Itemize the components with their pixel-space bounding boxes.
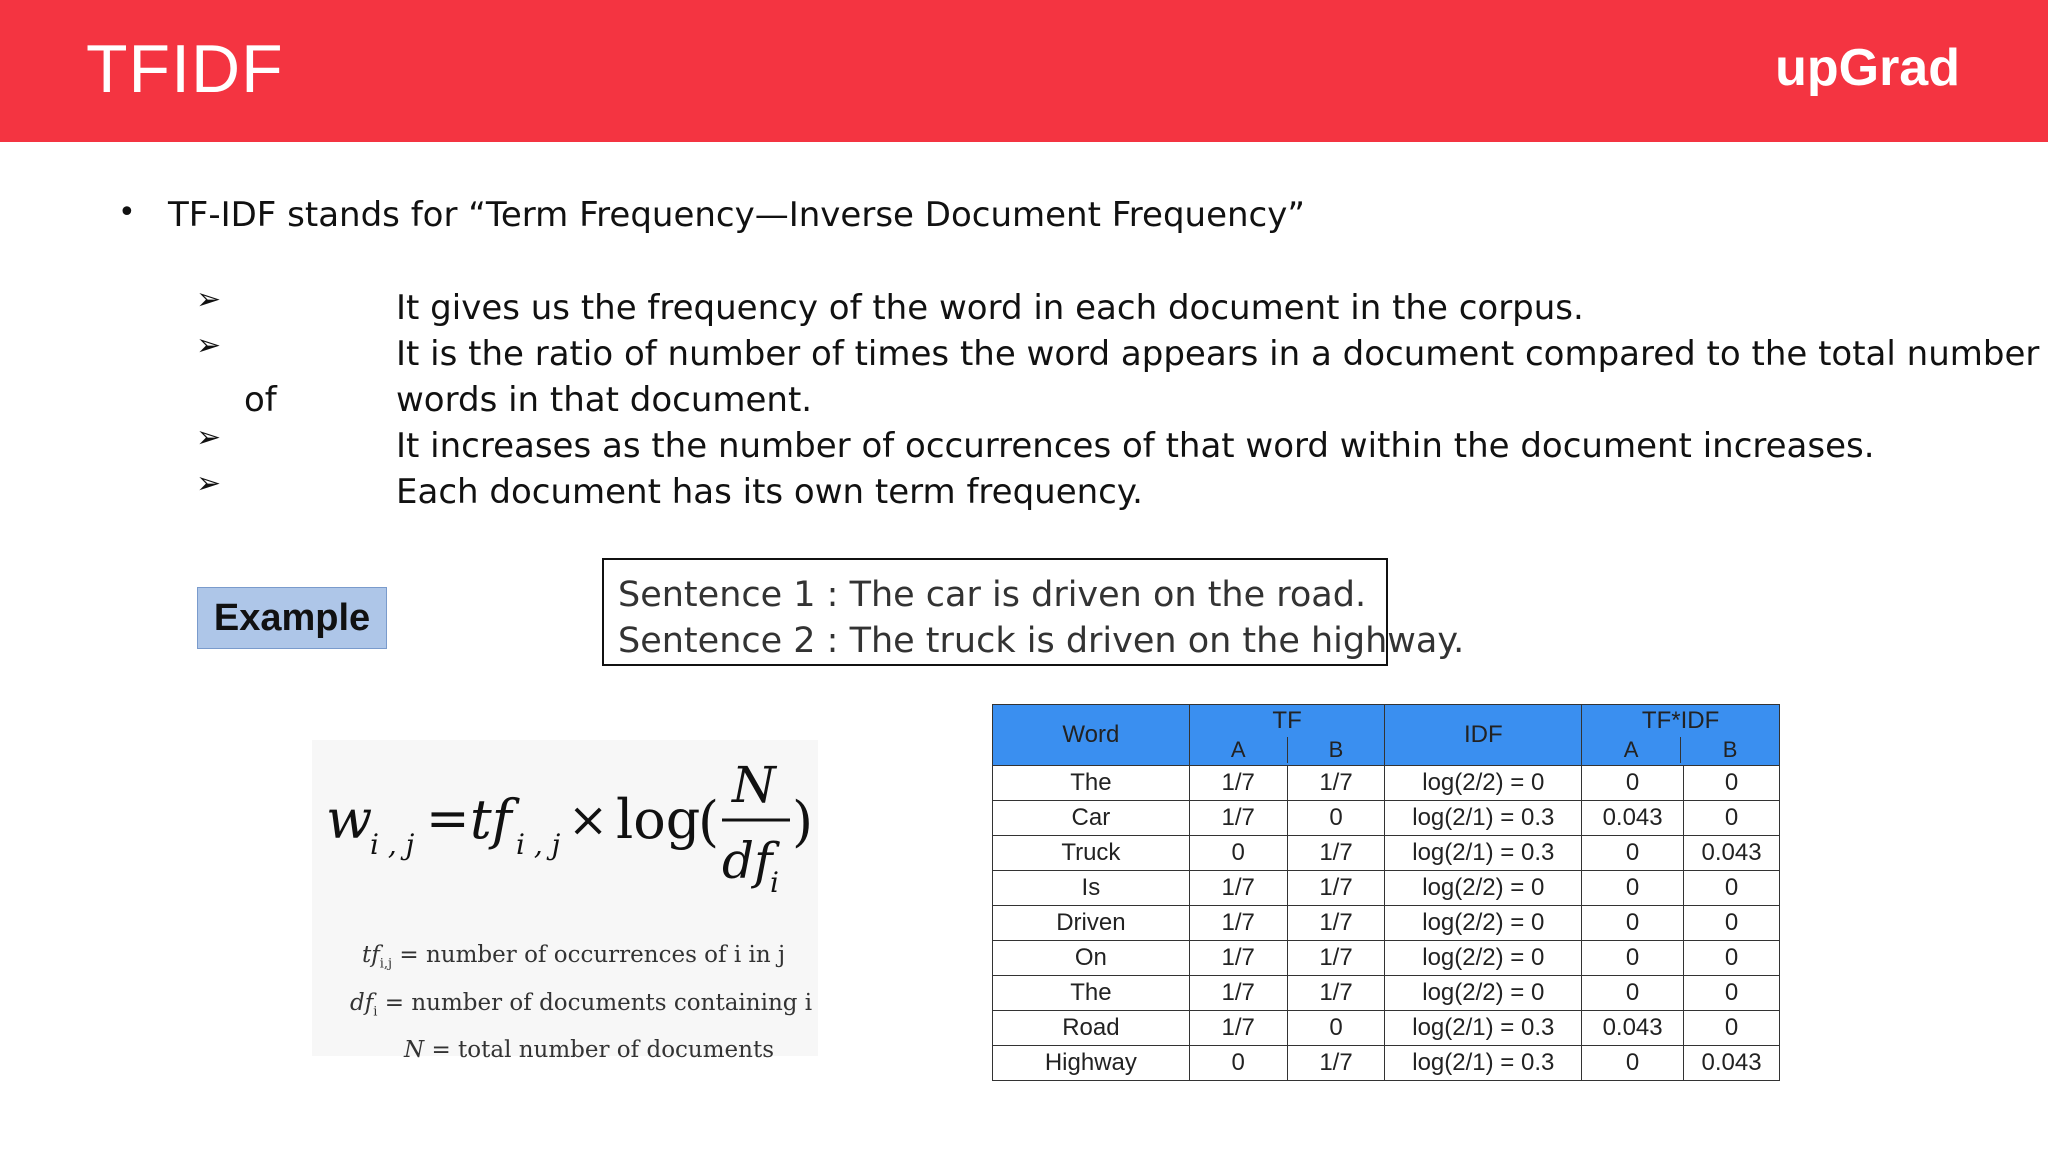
table-cell: log(2/1) = 0.3 — [1385, 836, 1582, 871]
table-cell: 1/7 — [1287, 836, 1385, 871]
table-cell: log(2/2) = 0 — [1385, 766, 1582, 801]
table-cell: 0 — [1189, 1046, 1287, 1081]
sub-point-2-cont: words in that document. — [396, 380, 813, 420]
table-cell: 0 — [1684, 871, 1780, 906]
table-cell: 1/7 — [1189, 871, 1287, 906]
arrow-icon: ➢ — [196, 328, 222, 363]
table-cell: 0 — [1582, 871, 1684, 906]
table-cell: log(2/2) = 0 — [1385, 941, 1582, 976]
table-cell: 0 — [1582, 766, 1684, 801]
table-cell: Truck — [993, 836, 1190, 871]
formula-N: N — [732, 756, 776, 814]
formula-equation — [312, 740, 818, 930]
table-cell: 0 — [1684, 906, 1780, 941]
legend-row: N = total number of documents — [404, 1037, 775, 1064]
table-cell: 1/7 — [1287, 871, 1385, 906]
header-bar — [0, 0, 2048, 142]
of-word: of — [244, 380, 277, 420]
sub-point-3: It increases as the number of occurrences of that word within the document increases. — [396, 426, 1875, 466]
formula-lparen: ( — [698, 790, 720, 853]
table-cell: 1/7 — [1287, 906, 1385, 941]
table-cell: The — [993, 766, 1190, 801]
header-tf: TF A B — [1189, 705, 1385, 766]
table-row — [993, 801, 1780, 836]
table-cell: 1/7 — [1189, 1011, 1287, 1046]
formula-eq: = — [426, 789, 470, 849]
tfidf-table — [992, 704, 1780, 1081]
table-row — [993, 976, 1780, 1011]
table-cell: 1/7 — [1189, 941, 1287, 976]
table-cell: Is — [993, 871, 1190, 906]
table-cell: On — [993, 941, 1190, 976]
bullet-text: TF-IDF stands for “Term Frequency—Inverse Document Frequency” — [168, 195, 1305, 235]
table-cell: 0.043 — [1582, 1011, 1684, 1046]
legend-row: $df_i$ = number of documents containing i — [350, 989, 813, 1020]
formula-w: w — [326, 788, 373, 851]
table-cell: 0 — [1582, 836, 1684, 871]
sub-point-2: It is the ratio of number of times the word appears in a document compared to the total number — [396, 334, 2040, 374]
table-cell: 1/7 — [1189, 801, 1287, 836]
formula-log: log — [616, 788, 701, 851]
arrow-icon: ➢ — [196, 466, 222, 501]
header-word: Word — [993, 705, 1190, 766]
table-cell: 1/7 — [1287, 976, 1385, 1011]
table-row — [993, 766, 1780, 801]
table-cell: 0.043 — [1582, 801, 1684, 836]
table-row — [993, 941, 1780, 976]
table-cell: log(2/1) = 0.3 — [1385, 1046, 1582, 1081]
legend-row: $tf_{i,j}$ = number of occurrences of i in j — [362, 942, 786, 972]
formula-times: × — [568, 792, 609, 848]
table-cell: 1/7 — [1287, 1046, 1385, 1081]
table-cell: 0.043 — [1684, 836, 1780, 871]
table-cell: 1/7 — [1189, 976, 1287, 1011]
table-cell: log(2/1) = 0.3 — [1385, 801, 1582, 836]
table-cell: 0 — [1582, 976, 1684, 1011]
arrow-icon: ➢ — [196, 282, 222, 317]
table-cell: Driven — [993, 906, 1190, 941]
table-cell: 0 — [1582, 906, 1684, 941]
bullet-icon: • — [118, 195, 136, 230]
table-row — [993, 871, 1780, 906]
formula-df-sub: i — [770, 866, 779, 899]
table-cell: 1/7 — [1189, 906, 1287, 941]
sentence-1: Sentence 1 : The car is driven on the road. — [618, 575, 1367, 615]
table-row — [993, 1011, 1780, 1046]
table-cell: Highway — [993, 1046, 1190, 1081]
formula-w-sub: i , j — [370, 828, 415, 861]
formula-legend — [336, 936, 812, 1069]
table-cell: 0 — [1287, 1011, 1385, 1046]
table-cell: 0 — [1684, 1011, 1780, 1046]
table-cell: 1/7 — [1287, 941, 1385, 976]
table-cell: 0 — [1684, 976, 1780, 1011]
sub-point-1: It gives us the frequency of the word in each document in the corpus. — [396, 288, 1584, 328]
table-cell: 0 — [1684, 941, 1780, 976]
sub-point-4: Each document has its own term frequency. — [396, 472, 1143, 512]
table-cell: log(2/2) = 0 — [1385, 976, 1582, 1011]
table-cell: 1/7 — [1189, 766, 1287, 801]
header-tfidf: TF*IDF A B — [1582, 705, 1780, 766]
table-cell: 0 — [1684, 801, 1780, 836]
sentences-box — [602, 558, 1465, 666]
table-cell: Car — [993, 801, 1190, 836]
table-cell: The — [993, 976, 1190, 1011]
table-cell: 0 — [1582, 941, 1684, 976]
table-cell: 0.043 — [1684, 1046, 1780, 1081]
table-cell: 0 — [1189, 836, 1287, 871]
arrow-icon: ➢ — [196, 420, 222, 455]
header-idf: IDF — [1385, 705, 1582, 766]
table-row — [993, 836, 1780, 871]
table-row — [993, 906, 1780, 941]
slide-title: TFIDF — [86, 31, 284, 107]
table-cell: Road — [993, 1011, 1190, 1046]
table-row — [993, 1046, 1780, 1081]
table-cell: 0 — [1582, 1046, 1684, 1081]
table-cell: 1/7 — [1287, 766, 1385, 801]
sentence-2: Sentence 2 : The truck is driven on the highway. — [618, 621, 1465, 661]
table-cell: log(2/2) = 0 — [1385, 871, 1582, 906]
formula-tf: tf — [470, 788, 512, 851]
table-cell: log(2/1) = 0.3 — [1385, 1011, 1582, 1046]
table-cell: log(2/2) = 0 — [1385, 906, 1582, 941]
table-cell: 0 — [1287, 801, 1385, 836]
brand-logo: upGrad — [1775, 39, 1960, 97]
table-cell: 0 — [1684, 766, 1780, 801]
tfidf-formula — [312, 740, 818, 1064]
example-label: Example — [197, 587, 387, 649]
formula-rparen: ) — [792, 790, 814, 853]
formula-df: df — [722, 832, 773, 890]
formula-tf-sub: i , j — [516, 828, 561, 861]
